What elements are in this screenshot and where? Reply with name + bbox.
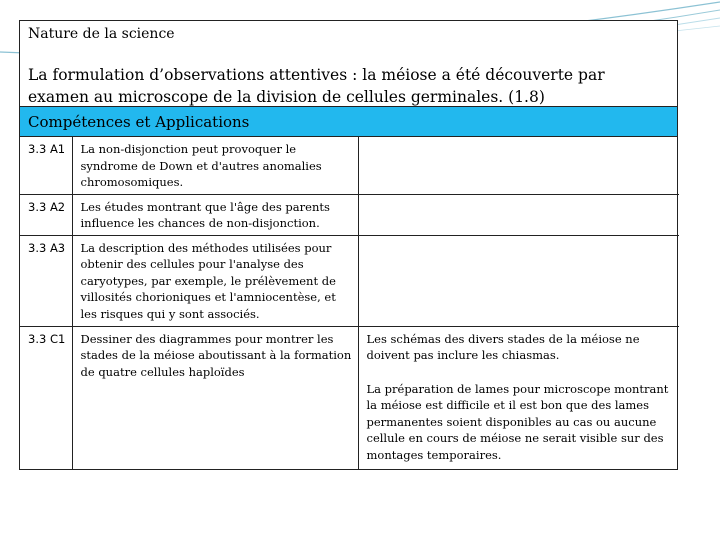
nature-statement: La formulation d’observations attentives : la méiose a été découverte par examen au microscope de la division de cellules germinales. (1.8)	[28, 66, 605, 106]
row-description: La description des méthodes utilisées pour obtenir des cellules pour l'analyse des caryotypes, par exemple, le prélèvement de villosités chorioniques et l'amniocentèse, et les risques qui y sont associés.	[72, 235, 358, 326]
skills-table	[20, 137, 679, 469]
row-notes	[358, 326, 679, 469]
header-box	[20, 21, 677, 107]
row-notes	[358, 137, 679, 194]
row-code: 3.3 A1	[20, 137, 72, 194]
row-code: 3.3 C1	[20, 326, 72, 469]
table-row	[20, 137, 679, 194]
note-chiasmas: Les schémas des divers stades de la méiose ne doivent pas inclure les chiasmas.	[366, 331, 640, 362]
row-description: Les études montrant que l'âge des parents influence les chances de non-disjonction.	[72, 194, 358, 235]
section-title: Compétences et Applications	[28, 113, 250, 131]
row-notes	[358, 235, 679, 326]
page-title: Nature de la science	[28, 26, 175, 42]
section-bar	[20, 107, 677, 137]
table-row	[20, 326, 679, 469]
content-frame	[19, 20, 678, 470]
table-row	[20, 235, 679, 326]
row-code: 3.3 A3	[20, 235, 72, 326]
row-code: 3.3 A2	[20, 194, 72, 235]
row-notes	[358, 194, 679, 235]
row-description: La non-disjonction peut provoquer le syndrome de Down et d'autres anomalies chromosomiques.	[72, 137, 358, 194]
table-row	[20, 194, 679, 235]
note-slides: La préparation de lames pour microscope montrant la méiose est difficile et il est bon que des lames permanentes soient disponibles au cas ou aucune cellule en cours de méiose ne serait visible sur des montages temporaires.	[366, 381, 669, 462]
row-description: Dessiner des diagrammes pour montrer les stades de la méiose aboutissant à la formation de quatre cellules haploïdes	[72, 326, 358, 469]
